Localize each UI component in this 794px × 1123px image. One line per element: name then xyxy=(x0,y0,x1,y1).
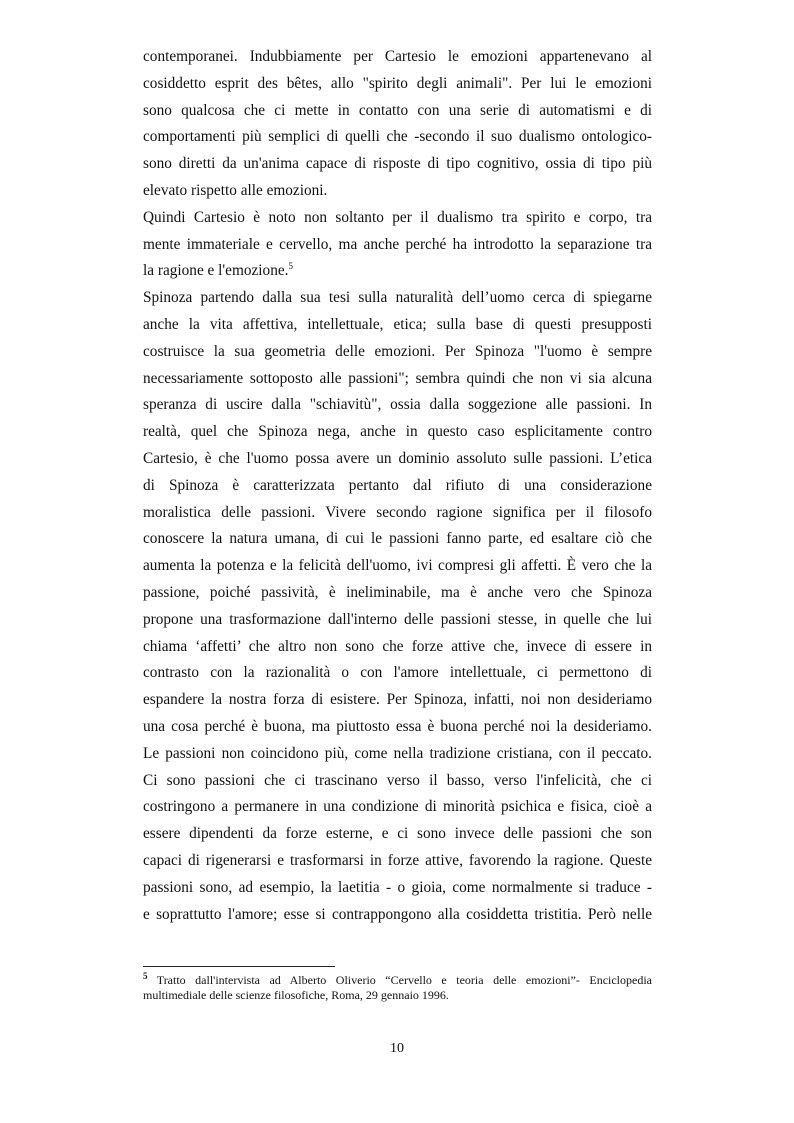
text-line: conoscere la natura umana, di cui le passioni fanno parte, ed esaltare ciò che xyxy=(143,530,652,548)
text-line: Le passioni non coincidono più, come nella tradizione cristiana, con il peccato. xyxy=(143,744,652,762)
paragraph-3 xyxy=(143,285,652,928)
text-fragment: la ragione e l'emozione. xyxy=(143,262,289,280)
text-line: Quindi Cartesio è noto non soltanto per il dualismo tra spirito e corpo, tra xyxy=(143,208,652,226)
text-line: e soprattutto l'amore; esse si contrappongono alla cosiddetta tristitia. Però nelle xyxy=(143,905,652,923)
text-line: comportamenti più semplici di quelli che -secondo il suo dualismo ontologico- xyxy=(143,128,652,146)
footnote-line: multimediale delle scienze filosofiche, Roma, 29 gennaio 1996. xyxy=(143,988,449,1002)
page-body xyxy=(143,44,652,928)
text-line: Ci sono passioni che ci trascinano verso il basso, verso l'infelicità, che ci xyxy=(143,771,652,789)
footnote-line xyxy=(143,973,652,988)
text-line: capaci di rigenerarsi e trasformarsi in forze attive, favorendo la ragione. Queste xyxy=(143,851,652,869)
text-line: costruisce la sua geometria delle emozioni. Per Spinoza "l'uomo è sempre xyxy=(143,342,652,360)
text-line: passioni sono, ad esempio, la laetitia - o gioia, come normalmente si traduce - xyxy=(143,878,652,896)
text-line: sono diretti da un'anima capace di risposte di tipo cognitivo, ossia di tipo più xyxy=(143,155,652,173)
text-line: costringono a permanere in una condizione di minorità psichica e fisica, cioè a xyxy=(143,798,652,816)
text-line: di Spinoza è caratterizzata pertanto dal rifiuto di una considerazione xyxy=(143,476,652,494)
footnote-text: Tratto dall'intervista ad Alberto Oliverio “Cervello e teoria delle emozioni”- Enciclopedia xyxy=(147,973,652,987)
text-line: speranza di uscire dalla "schiavitù", ossia dalla soggezione alle passioni. In xyxy=(143,396,652,414)
text-line: aumenta la potenza e la felicità dell'uomo, ivi compresi gli affetti. È vero che la xyxy=(143,557,652,575)
text-line: contemporanei. Indubbiamente per Cartesio le emozioni appartenevano al xyxy=(143,48,652,65)
text-line: sono qualcosa che ci mette in contatto con una serie di automatismi e di xyxy=(143,101,652,119)
text-line: mente immateriale e cervello, ma anche perché ha introdotto la separazione tra xyxy=(143,235,652,253)
text-line: contrasto con la razionalità o con l'amore intellettuale, ci permettono di xyxy=(143,664,652,682)
text-line: moralistica delle passioni. Vivere secondo ragione significa per il filosofo xyxy=(143,503,652,521)
text-line xyxy=(143,258,652,285)
text-line: Spinoza partendo dalla sua tesi sulla naturalità dell’uomo cerca di spiegarne xyxy=(143,289,652,307)
text-line: chiama ‘affetti’ che altro non sono che forze attive che, invece di essere in xyxy=(143,637,652,655)
text-line: essere dipendenti da forze esterne, e ci sono invece delle passioni che son xyxy=(143,825,652,843)
text-line: espandere la nostra forza di esistere. Per Spinoza, infatti, noi non desideriamo xyxy=(143,691,652,709)
text-line: anche la vita affettiva, intellettuale, etica; sulla base di questi presupposti xyxy=(143,315,652,333)
page-number: 10 xyxy=(390,1041,404,1056)
text-line: realtà, quel che Spinoza nega, anche in questo caso esplicitamente contro xyxy=(143,423,652,441)
text-line: Cartesio, è che l'uomo possa avere un dominio assoluto sulle passioni. L’etica xyxy=(143,449,652,467)
text-line: elevato rispetto alle emozioni. xyxy=(143,181,328,199)
text-line: passione, poiché passività, è ineliminabile, ma è anche vero che Spinoza xyxy=(143,583,652,601)
text-line: una cosa perché è buona, ma piuttosto essa è buona perché noi la desideriamo. xyxy=(143,717,652,735)
text-line: cosiddetto esprit des bêtes, allo "spirito degli animali". Per lui le emozioni xyxy=(143,74,652,92)
paragraph-2 xyxy=(143,205,652,285)
paragraph-1 xyxy=(143,44,652,205)
footnote xyxy=(143,973,652,1003)
footnote-reference[interactable]: 5 xyxy=(288,261,293,272)
footnote-divider xyxy=(143,966,335,967)
text-line: necessariamente sottoposto alle passioni"; sembra quindi che non vi sia alcuna xyxy=(143,369,652,387)
footnote-number: 5 xyxy=(143,971,148,981)
text-line: propone una trasformazione dall'interno delle passioni stesse, in quelle che lui xyxy=(143,610,652,628)
